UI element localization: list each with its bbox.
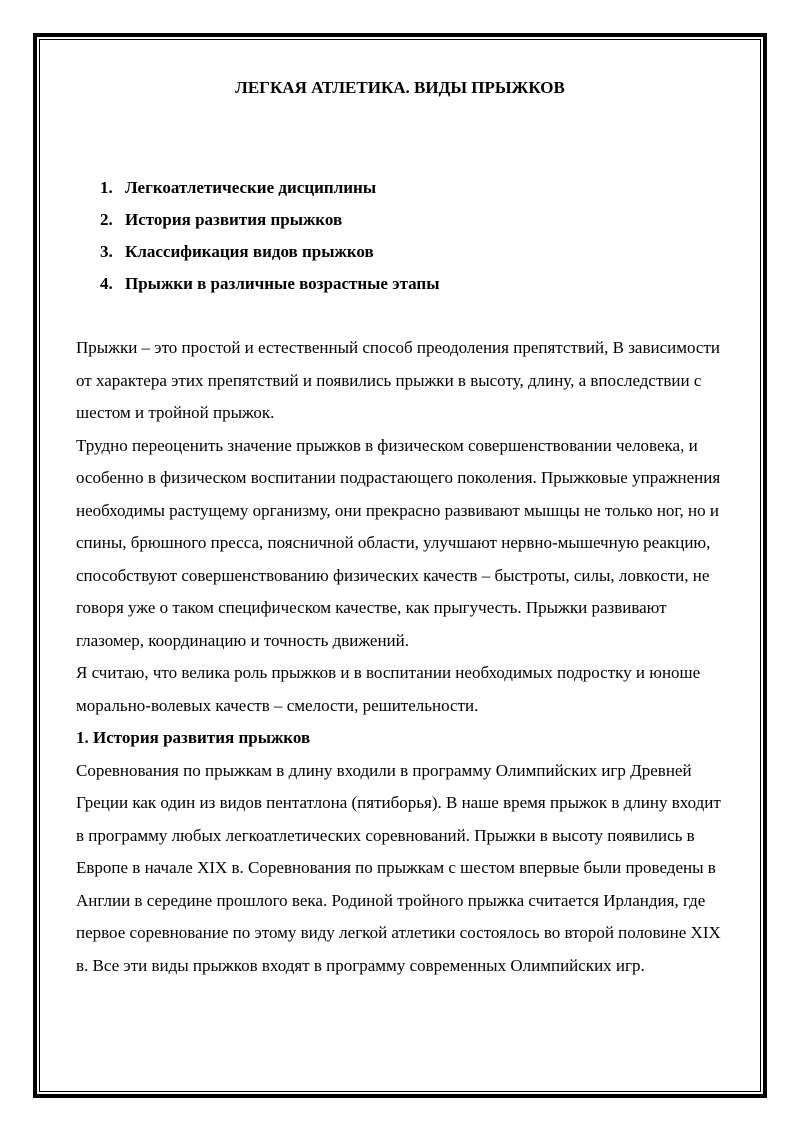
toc-item <box>100 204 439 236</box>
toc-item <box>100 172 439 204</box>
toc-item-number: 3. <box>100 242 113 261</box>
body-paragraph: Трудно переоценить значение прыжков в физическом совершенствовании человека, и особенно в физическом воспитании подрастающего поколения. Прыжковые упражнения необходимы растущему организму, они прекрасно развивают мышцы не только ног, но и спины, брюшного пресса, поясничной области, улучшают нервно-мышечную реакцию, способствуют совершенствованию физических качеств – быстроты, силы, ловкости, не говоря уже о таком специфическом качестве, как прыгучесть. Прыжки развивают глазомер, координацию и точность движений. <box>76 435 721 650</box>
section-heading: 1. История развития прыжков <box>76 728 311 747</box>
toc-item-number: 4. <box>100 274 113 293</box>
table-of-contents <box>100 172 439 300</box>
body-paragraph: Я считаю, что велика роль прыжков и в воспитании необходимых подростку и юноше морально-волевых качеств – смелости, решительности. <box>76 663 701 715</box>
toc-item <box>100 236 439 268</box>
document-title: ЛЕГКАЯ АТЛЕТИКА. ВИДЫ ПРЫЖКОВ <box>235 78 565 97</box>
toc-item-number: 2. <box>100 210 113 229</box>
toc-item-label: История развития прыжков <box>125 210 343 229</box>
toc-item-number: 1. <box>100 178 113 197</box>
document-body <box>76 332 726 982</box>
toc-item-label: Классификация видов прыжков <box>125 242 374 261</box>
toc-item-label: Легкоатлетические дисциплины <box>125 178 377 197</box>
section-paragraph: Соревнования по прыжкам в длину входили в программу Олимпийских игр Древней Греции как один из видов пентатлона (пятиборья). В наше время прыжок в длину входит в программу любых легкоатлетических соревнований. Прыжки в высоту появились в Европе в начале XIX в. Соревнования по прыжкам с шестом впервые были проведены в Англии в середине прошлого века. Родиной тройного прыжка считается Ирландия, где первое соревнование по этому виду легкой атлетики состоялось во второй половине XIX в. Все эти виды прыжков входят в программу современных Олимпийских игр. <box>76 760 721 975</box>
body-paragraph: Прыжки – это простой и естественный способ преодоления препятствий, В зависимости от характера этих препятствий и появились прыжки в высоту, длину, а впоследствии с шестом и тройной прыжок. <box>76 338 720 422</box>
toc-item <box>100 268 439 300</box>
toc-item-label: Прыжки в различные возрастные этапы <box>125 274 440 293</box>
